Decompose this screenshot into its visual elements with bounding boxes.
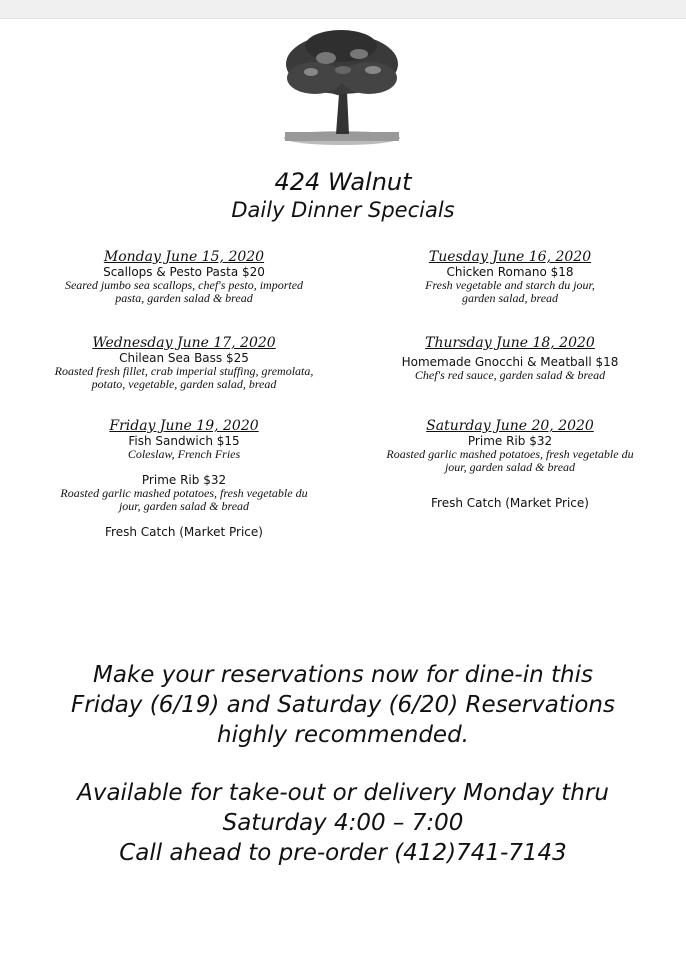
dish-name: Prime Rib $32	[467, 434, 553, 448]
dish-description: potato, vegetable, garden salad, bread	[91, 377, 277, 391]
day-header: Monday June 15, 2020	[103, 249, 265, 265]
reservation-notice	[0, 660, 686, 750]
tuesday-special	[340, 249, 680, 305]
day-header: Thursday June 18, 2020	[425, 335, 595, 351]
friday-special	[14, 418, 354, 539]
takeout-line: Available for take-out or delivery Monday thru	[77, 780, 609, 806]
dish-description: Fresh vegetable and starch du jour,	[425, 278, 595, 292]
saturday-special	[340, 418, 680, 510]
day-header: Saturday June 20, 2020	[426, 418, 594, 434]
dish-description: Roasted garlic mashed potatoes, fresh vegetable du	[386, 447, 634, 461]
dish-description: Chef's red sauce, garden salad & bread	[414, 368, 606, 382]
dish-name: Homemade Gnocchi & Meatball $18	[401, 355, 619, 369]
dish-name: Chicken Romano $18	[446, 265, 574, 279]
takeout-notice	[0, 778, 686, 868]
wednesday-special	[14, 335, 354, 391]
dish-name: Fresh Catch (Market Price)	[105, 525, 263, 539]
dish-description: garden salad, bread	[461, 291, 559, 305]
takeout-line: Call ahead to pre-order (412)741-7143	[119, 840, 567, 866]
dish-description: jour, garden salad & bread	[444, 460, 576, 474]
tree-logo	[281, 28, 403, 146]
reservation-line: highly recommended.	[217, 722, 469, 748]
dish-name: Prime Rib $32	[141, 473, 227, 487]
day-header: Friday June 19, 2020	[109, 418, 259, 434]
specials-subtitle: Daily Dinner Specials	[231, 198, 455, 222]
day-header: Tuesday June 16, 2020	[428, 249, 592, 265]
dish-description: jour, garden salad & bread	[118, 499, 250, 513]
dish-description: Coleslaw, French Fries	[127, 447, 241, 461]
dish-description: pasta, garden salad & bread	[115, 291, 253, 305]
image-top-bar	[0, 0, 686, 19]
dish-description: Roasted garlic mashed potatoes, fresh vegetable du	[60, 486, 308, 500]
dish-name: Scallops & Pesto Pasta $20	[103, 265, 265, 279]
restaurant-name: 424 Walnut	[274, 168, 412, 196]
dish-description: Seared jumbo sea scallops, chef's pesto, imported	[64, 278, 304, 292]
takeout-line: Saturday 4:00 – 7:00	[222, 810, 464, 836]
dish-name: Chilean Sea Bass $25	[119, 351, 249, 365]
day-header: Wednesday June 17, 2020	[92, 335, 276, 351]
dish-name: Fish Sandwich $15	[128, 434, 240, 448]
reservation-line: Friday (6/19) and Saturday (6/20) Reservations	[71, 692, 615, 718]
thursday-special	[340, 335, 680, 382]
monday-special	[14, 249, 354, 305]
reservation-line: Make your reservations now for dine-in this	[93, 662, 593, 688]
dish-name: Fresh Catch (Market Price)	[431, 496, 589, 510]
dish-description: Roasted fresh fillet, crab imperial stuffing, gremolata,	[54, 364, 314, 378]
